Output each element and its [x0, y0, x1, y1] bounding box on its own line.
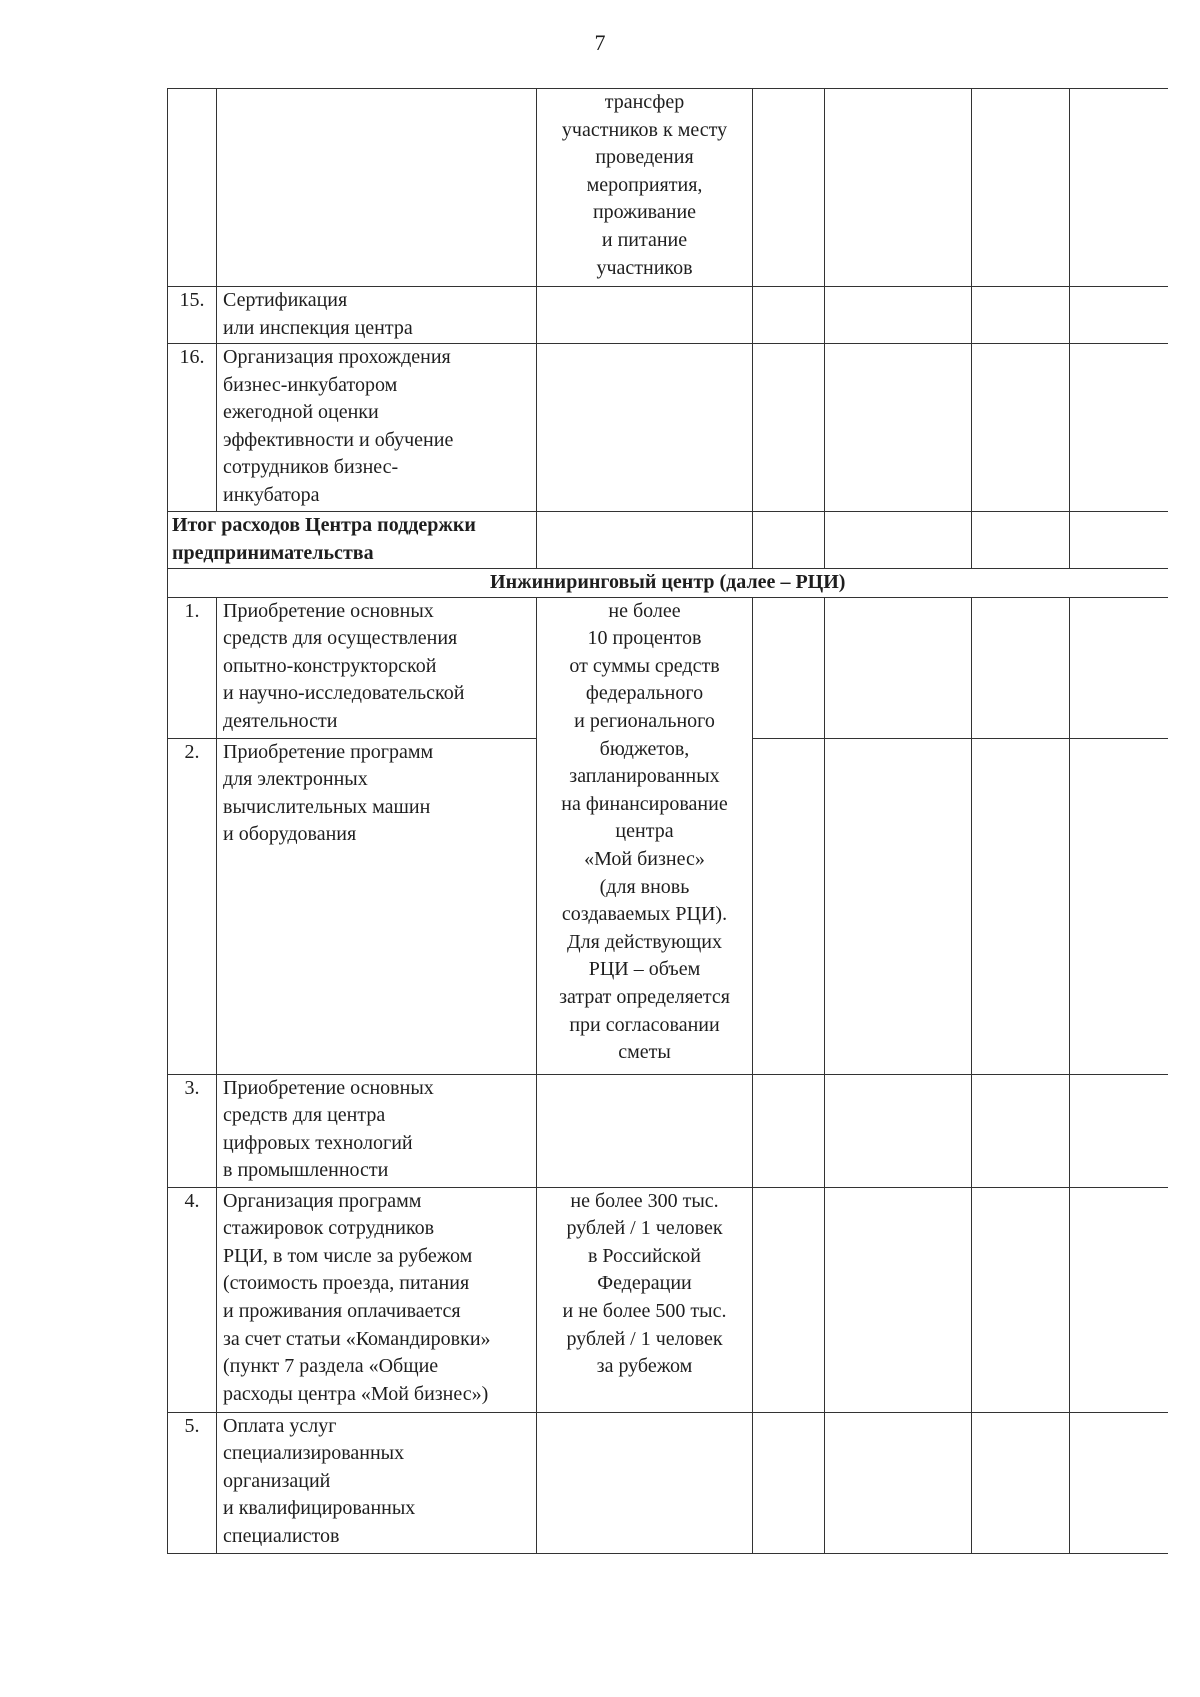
text-line: создаваемых РЦИ). [561, 903, 728, 926]
empty-cell [825, 344, 972, 512]
expense-name [217, 1074, 537, 1187]
text-line: на финансирование [561, 792, 728, 815]
empty-cell [825, 1412, 972, 1553]
table-row [168, 597, 1168, 738]
text-line: эффективности и обучение [223, 428, 454, 451]
text-line: специалистов [223, 1524, 340, 1547]
text-line: для электронных [223, 768, 368, 791]
text-line: расходы центра «Мой бизнес») [223, 1382, 489, 1405]
expense-name [217, 287, 537, 344]
empty-cell [1070, 512, 1168, 569]
text-line: организаций [223, 1469, 331, 1492]
text-line: 10 процентов [587, 627, 702, 650]
empty-cell [825, 287, 972, 344]
expense-table [167, 88, 1168, 1554]
text-line: цифровых технологий [223, 1131, 413, 1154]
norm-cell [537, 1074, 753, 1187]
empty-cell [972, 738, 1070, 1074]
row-number: 5. [168, 1412, 217, 1553]
text-line: трансфер [604, 91, 685, 113]
total-label [168, 512, 537, 569]
empty-cell [825, 89, 972, 287]
text-line: не более 300 тыс. [570, 1189, 719, 1212]
norm-cell [537, 344, 753, 512]
table-row [168, 1074, 1168, 1187]
empty-cell [1070, 1412, 1168, 1553]
expense-name [217, 1187, 537, 1412]
empty-cell [753, 344, 825, 512]
text-line: проживание [592, 201, 697, 224]
text-line: Для действующих [567, 930, 722, 953]
row-number: 3. [168, 1074, 217, 1187]
text-line: проведения [595, 146, 694, 169]
empty-cell [1070, 738, 1168, 1074]
text-line: вычислительных машин [223, 795, 431, 818]
row-number: 1. [168, 597, 217, 738]
empty-cell [825, 1187, 972, 1412]
text-line: участников [596, 256, 693, 279]
row-number: 15. [168, 287, 217, 344]
text-line: стажировок сотрудников [223, 1217, 435, 1240]
empty-cell [753, 1074, 825, 1187]
text-line: Оплата услуг [223, 1414, 337, 1437]
text-line: запланированных [569, 765, 720, 788]
table-row [168, 1412, 1168, 1553]
text-line: и научно-исследовательской [223, 682, 465, 705]
text-line: (стоимость проезда, питания [223, 1272, 470, 1295]
text-line: рублей / 1 человек [566, 1327, 723, 1350]
expense-name [217, 597, 537, 738]
text-line: Организация прохождения [223, 346, 451, 368]
text-line: предпринимательства [172, 541, 374, 564]
expense-name [217, 1412, 537, 1553]
section-header-row [168, 569, 1168, 598]
text-line: участников к месту [561, 118, 728, 141]
text-line: и квалифицированных [223, 1497, 416, 1520]
table-row [168, 344, 1168, 512]
text-line: и оборудования [223, 823, 357, 846]
empty-cell [825, 597, 972, 738]
empty-cell [972, 344, 1070, 512]
empty-cell [972, 512, 1070, 569]
expense-table-container [167, 88, 1167, 1554]
text-line: и не более 500 тыс. [562, 1299, 727, 1322]
text-line: деятельности [223, 709, 338, 732]
text-line: бюджетов, [599, 737, 690, 760]
text-line: в Российской [587, 1244, 701, 1267]
text-line: при согласовании [569, 1013, 720, 1036]
expense-name [217, 738, 537, 1074]
text-line: средств для осуществления [223, 627, 458, 650]
text-line: рублей / 1 человек [566, 1217, 723, 1240]
text-line: за счет статьи «Командировки» [223, 1327, 491, 1350]
text-line: сметы [618, 1041, 671, 1064]
empty-cell [825, 738, 972, 1074]
text-line: от суммы средств [569, 654, 720, 677]
text-line: (для вновь [599, 875, 690, 898]
empty-cell [825, 512, 972, 569]
text-line: Сертификация [223, 289, 348, 311]
text-line: мероприятия, [586, 173, 703, 196]
text-line: РЦИ, в том числе за рубежом [223, 1244, 473, 1267]
empty-cell [972, 1187, 1070, 1412]
section-header: Инжиниринговый центр (далее – РЦИ) [168, 569, 1168, 598]
row-number: 4. [168, 1187, 217, 1412]
empty-cell [1070, 597, 1168, 738]
table-row [168, 287, 1168, 344]
continuation-row [168, 89, 1168, 287]
expense-table-body [168, 89, 1168, 1554]
merged-norm-cell [537, 597, 753, 1074]
norm-cell [537, 1412, 753, 1553]
empty-cell [753, 89, 825, 287]
empty-cell [753, 287, 825, 344]
text-line: Приобретение основных [223, 599, 434, 622]
empty-cell [972, 597, 1070, 738]
text-line: РЦИ – объем [588, 958, 701, 981]
text-line: (пункт 7 раздела «Общие [223, 1355, 439, 1378]
page-number: 7 [594, 30, 606, 55]
text-line: не более [608, 599, 681, 622]
empty-cell [1070, 344, 1168, 512]
empty-cell [1070, 287, 1168, 344]
text-line: специализированных [223, 1442, 405, 1465]
text-line: Приобретение основных [223, 1076, 434, 1099]
text-line: опытно-конструкторской [223, 654, 437, 677]
text-line: и проживания оплачивается [223, 1299, 461, 1322]
text-line: сотрудников бизнес- [223, 456, 399, 479]
text-line: центра [615, 820, 674, 843]
expense-name [217, 344, 537, 512]
empty-cell [753, 597, 825, 738]
total-row [168, 512, 1168, 569]
empty-cell [753, 1187, 825, 1412]
empty-cell [972, 287, 1070, 344]
empty-cell [972, 89, 1070, 287]
text-line: в промышленности [223, 1159, 389, 1182]
name-cell [217, 89, 537, 287]
text-line: бизнес-инкубатором [223, 373, 398, 396]
norm-cell [537, 89, 753, 287]
num-cell [168, 89, 217, 287]
row-number: 2. [168, 738, 217, 1074]
text-line: Организация программ [223, 1189, 422, 1212]
text-line: Федерации [597, 1272, 692, 1295]
text-line: за рубежом [596, 1355, 693, 1378]
empty-cell [1070, 1074, 1168, 1187]
text-line: и питание [601, 228, 688, 251]
empty-cell [825, 1074, 972, 1187]
empty-cell [753, 738, 825, 1074]
text-line: Приобретение программ [223, 740, 434, 763]
empty-cell [753, 512, 825, 569]
norm-cell [537, 287, 753, 344]
text-line: федерального [585, 682, 704, 705]
row-number: 16. [168, 344, 217, 512]
text-line: средств для центра [223, 1104, 386, 1127]
norm-cell [537, 1187, 753, 1412]
empty-cell [1070, 1187, 1168, 1412]
text-line: инкубатора [223, 483, 320, 506]
empty-cell [972, 1074, 1070, 1187]
text-line: и регионального [574, 709, 715, 732]
empty-cell [753, 1412, 825, 1553]
empty-cell [537, 512, 753, 569]
empty-cell [972, 1412, 1070, 1553]
text-line: или инспекция центра [223, 316, 413, 339]
text-line: ежегодной оценки [223, 401, 379, 424]
text-line: «Мой бизнес» [584, 847, 705, 870]
table-row [168, 1187, 1168, 1412]
text-line: Итог расходов Центра поддержки [172, 514, 476, 536]
text-line: затрат определяется [559, 985, 730, 1008]
empty-cell [1070, 89, 1168, 287]
